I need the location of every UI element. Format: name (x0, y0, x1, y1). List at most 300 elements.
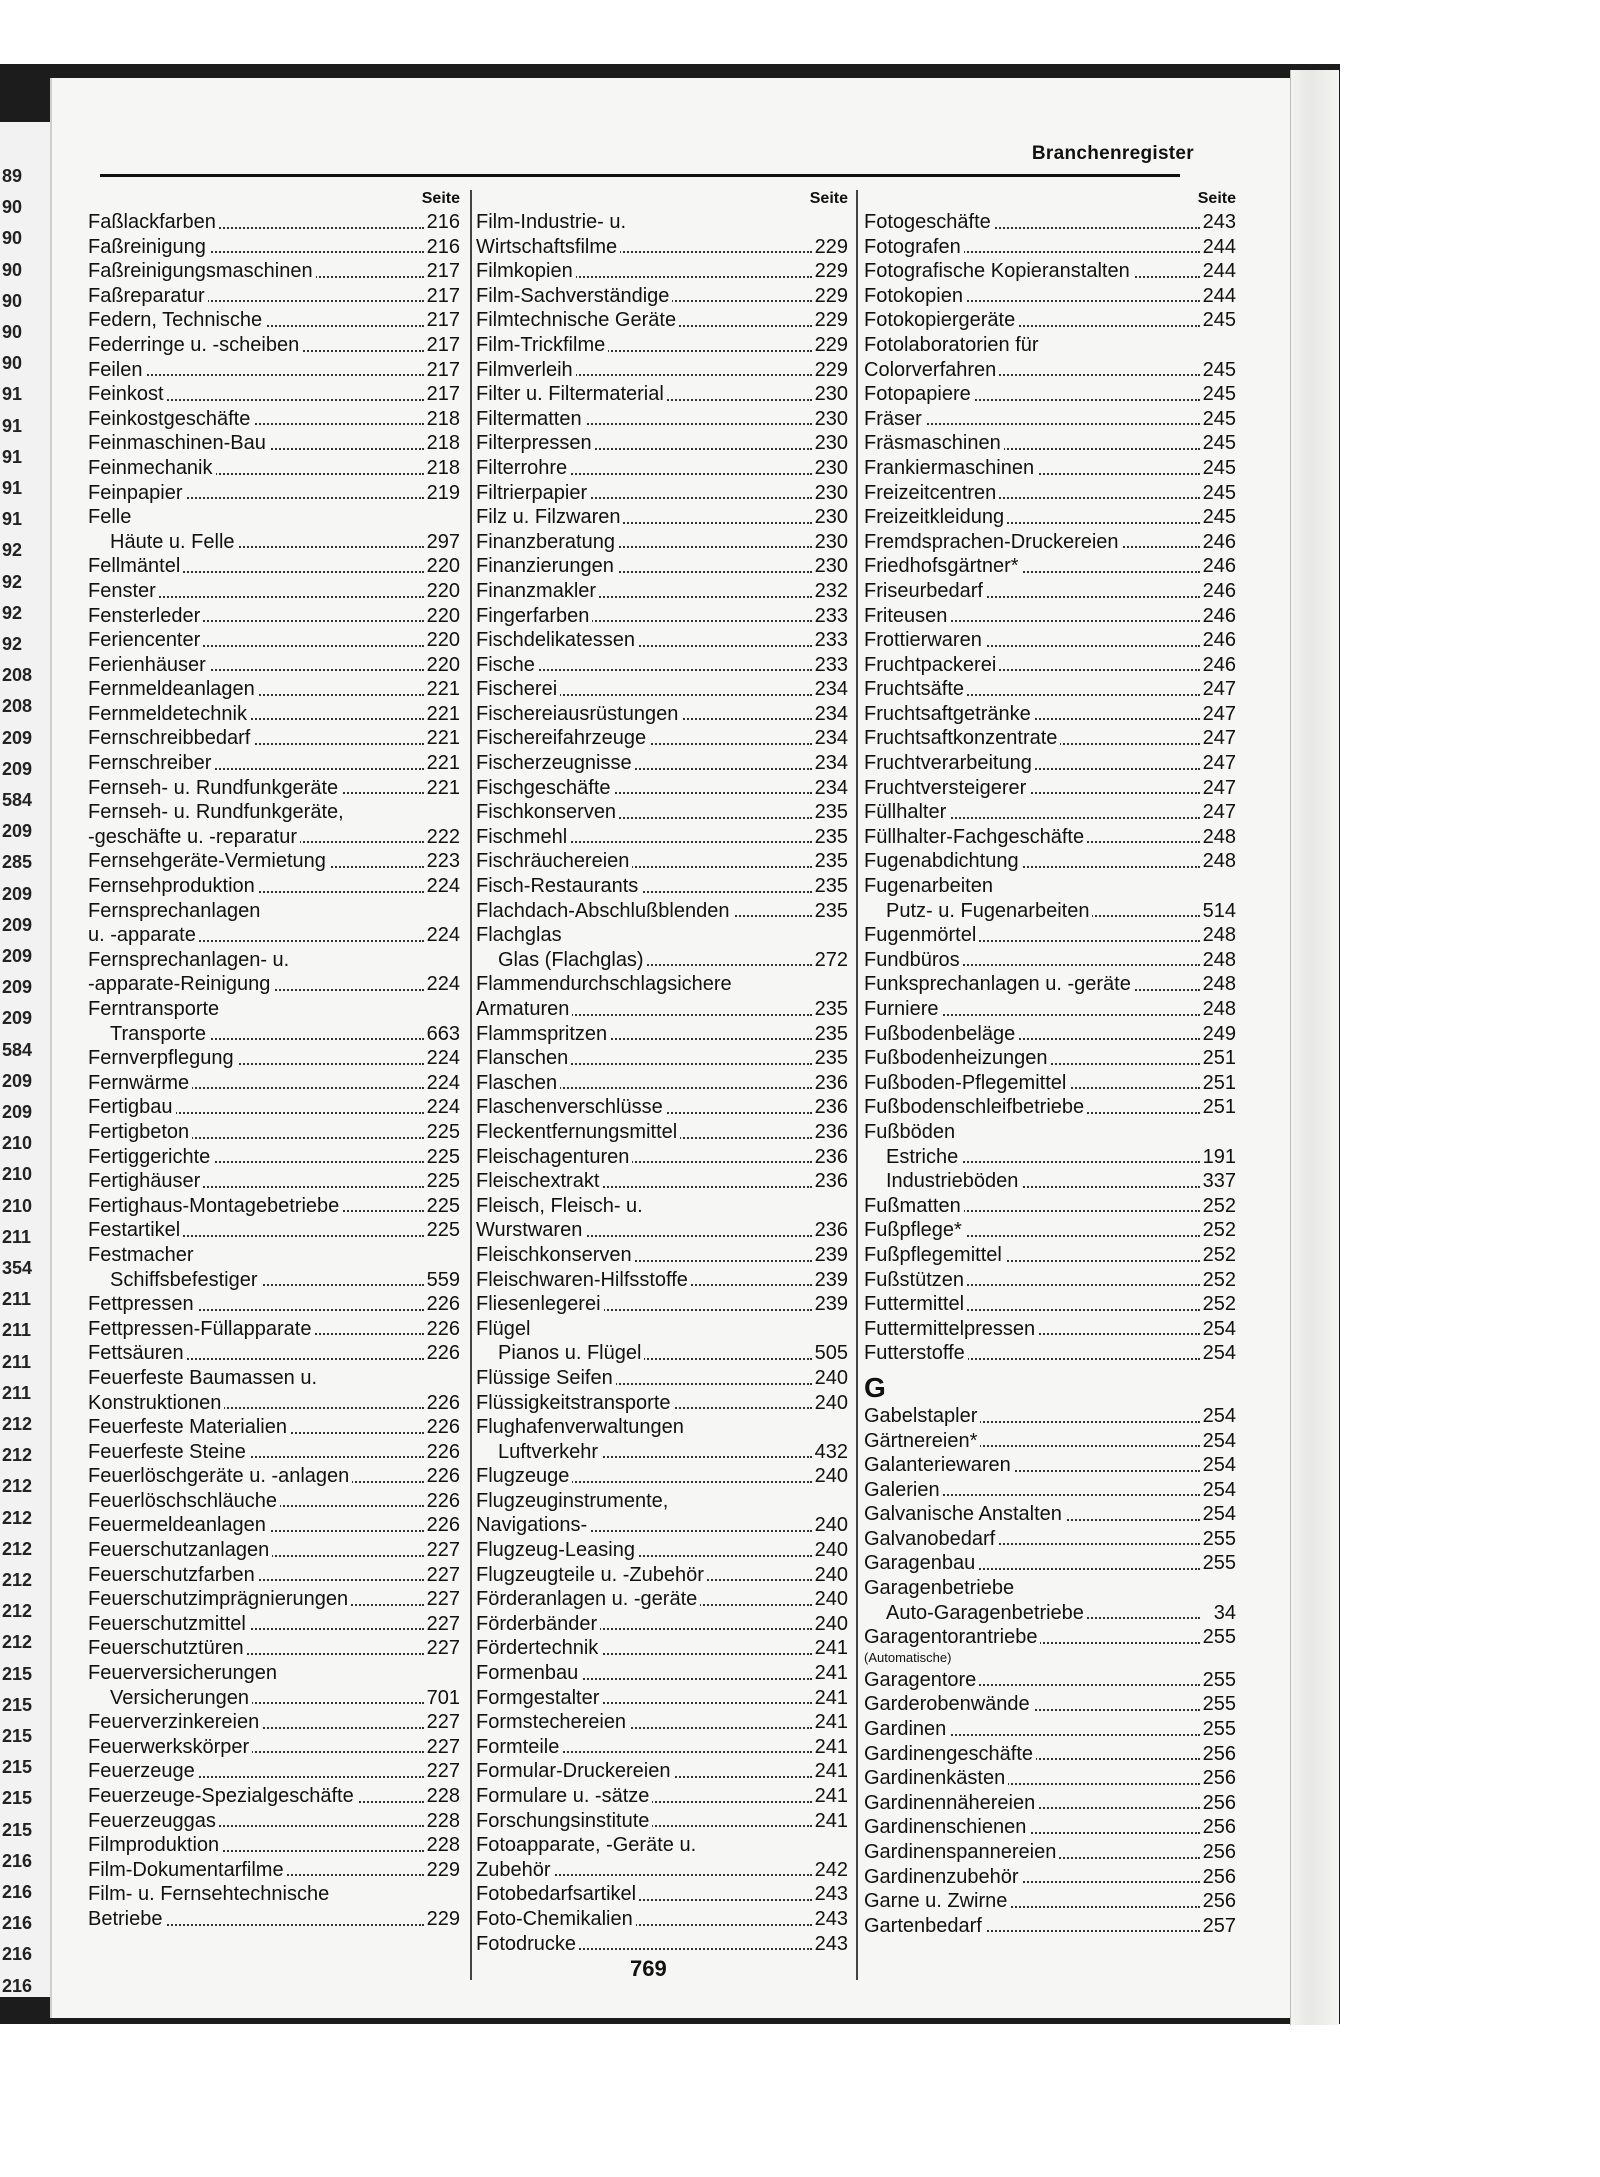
entry-page-number: 252 (1200, 1268, 1236, 1293)
previous-page-number: 285 (2, 852, 33, 873)
index-entry (88, 505, 460, 530)
index-entry (88, 1415, 460, 1440)
entry-page-number: 216 (424, 235, 460, 260)
entry-term: Fruchtpackerei (864, 654, 999, 676)
entry-term: Flaschenverschlüsse (476, 1096, 666, 1118)
index-entry (864, 1268, 1236, 1293)
register-page (50, 78, 1314, 2018)
entry-term: Gardinengeschäfte (864, 1743, 1036, 1765)
entry-term: Gabelstapler (864, 1405, 980, 1427)
entry-page-number: 245 (1200, 407, 1236, 432)
entry-term: Foto-Chemikalien (476, 1908, 636, 1930)
entry-term: Fruchtsaftgetränke (864, 703, 1034, 725)
index-entry (88, 1366, 460, 1391)
entry-page-number: 255 (1200, 1668, 1236, 1693)
previous-page-number: 209 (2, 1102, 33, 1122)
entry-term: Feilen (88, 359, 145, 381)
entry-page-number: 252 (1200, 1292, 1236, 1317)
index-entry (476, 1194, 848, 1219)
entry-page-number: 220 (424, 628, 460, 653)
index-entry (864, 1145, 1236, 1170)
entry-term: Fettpressen (88, 1293, 197, 1315)
entry-term: Fernschreiber (88, 752, 214, 774)
index-entry (476, 1759, 848, 1784)
column-header: Seite (421, 190, 460, 207)
previous-page-number: 89 (2, 166, 23, 186)
index-entry (88, 431, 460, 456)
entry-term: Fernsehgeräte-Vermietung (88, 850, 329, 872)
entry-term: Feuerzeuggas (88, 1810, 219, 1832)
entry-term: Film-Trickfilme (476, 334, 608, 356)
index-entry (864, 653, 1236, 678)
entry-page-number: 256 (1200, 1742, 1236, 1767)
previous-page-number: 212 (2, 1632, 33, 1653)
entry-page-number: 222 (424, 825, 460, 850)
entry-term: Fußstützen (864, 1269, 967, 1291)
entry-term: Feriencenter (88, 629, 203, 651)
index-entry (476, 407, 848, 432)
entry-page-number: 227 (424, 1563, 460, 1588)
entry-page-number: 230 (812, 554, 848, 579)
entry-term: Flaschen (476, 1072, 560, 1094)
entry-page-number: 235 (812, 800, 848, 825)
index-entry (864, 1576, 1236, 1601)
entry-term: Faßlackfarben (88, 211, 219, 233)
previous-page-number: 215 (2, 1788, 33, 1809)
entry-term: Fellmäntel (88, 555, 183, 577)
entry-term: Fugenmörtel (864, 924, 979, 946)
entry-term: Feuerfeste Materialien (88, 1416, 290, 1438)
index-entry (864, 358, 1236, 383)
entry-page-number: 236 (812, 1169, 848, 1194)
previous-page-number: 209 (2, 883, 33, 904)
entry-page-number: 244 (1200, 259, 1236, 284)
index-entry (88, 1710, 460, 1735)
index-entry (476, 1587, 848, 1612)
index-entry (864, 628, 1236, 653)
entry-page-number: 255 (1200, 1551, 1236, 1576)
index-entry (88, 1243, 460, 1268)
entry-page-number: 229 (812, 259, 848, 284)
previous-page-number: 209 (2, 727, 33, 748)
index-entry (476, 1095, 848, 1120)
index-entry (476, 604, 848, 629)
previous-page-number: 215 (2, 1663, 33, 1684)
index-entry (88, 1882, 460, 1907)
entry-page-number: 254 (1200, 1478, 1236, 1503)
previous-page-number: 91 (2, 446, 23, 467)
index-entry (864, 235, 1236, 260)
index-entry (864, 1717, 1236, 1742)
previous-page-number: 211 (2, 1382, 32, 1403)
index-entry (864, 1865, 1236, 1890)
entry-term: Fernmeldeanlagen (88, 678, 258, 700)
entry-term: Felle (88, 506, 134, 528)
entry-term: Förderbänder (476, 1613, 600, 1635)
entry-term: Filtrierpapier (476, 482, 590, 504)
entry-page-number: 247 (1200, 726, 1236, 751)
entry-term: Festartikel (88, 1219, 183, 1241)
entry-page-number: 228 (424, 1784, 460, 1809)
entry-term: Fußbodenheizungen (864, 1047, 1050, 1069)
entry-page-number: 226 (424, 1489, 460, 1514)
entry-term: Fertiggerichte (88, 1146, 213, 1168)
index-entry (864, 554, 1236, 579)
entry-page-number: 243 (812, 1907, 848, 1932)
entry-term: Formteile (476, 1736, 562, 1758)
index-entry (864, 431, 1236, 456)
entry-page-number: 234 (812, 751, 848, 776)
previous-page-number: 212 (2, 1570, 33, 1590)
entry-page-number: 248 (1200, 972, 1236, 997)
index-entry (864, 481, 1236, 506)
index-entry (476, 628, 848, 653)
entry-page-number: 224 (424, 972, 460, 997)
index-entry (864, 776, 1236, 801)
entry-term: -apparate-Reinigung (88, 973, 273, 995)
entry-page-number: 226 (424, 1464, 460, 1489)
index-entry (476, 1268, 848, 1293)
index-entry (88, 1022, 460, 1047)
entry-term: Fotokopiergeräte (864, 309, 1018, 331)
entry-page-number: 234 (812, 677, 848, 702)
entry-page-number: 225 (424, 1169, 460, 1194)
entry-page-number: 230 (812, 456, 848, 481)
entry-term: Fördertechnik (476, 1637, 601, 1659)
entry-term: Filmkopien (476, 260, 576, 282)
index-entry (88, 1809, 460, 1834)
entry-term: Film-Sachverständige (476, 285, 672, 307)
index-entry (476, 505, 848, 530)
entry-page-number: 247 (1200, 800, 1236, 825)
entry-page-number: 240 (812, 1587, 848, 1612)
entry-term: Fisch-Restaurants (476, 875, 641, 897)
entry-term: Glas (Flachglas) (476, 949, 647, 971)
entry-term: Schiffsbefestiger (88, 1269, 261, 1291)
entry-page-number: 230 (812, 431, 848, 456)
entry-page-number: 256 (1200, 1791, 1236, 1816)
entry-term: Formenbau (476, 1662, 581, 1684)
entry-page-number: 255 (1200, 1717, 1236, 1742)
entry-term: Fettpressen-Füllapparate (88, 1318, 314, 1340)
entry-page-number: 221 (424, 702, 460, 727)
entry-term: Filz u. Filzwaren (476, 506, 623, 528)
previous-page-number: 211 (2, 1226, 32, 1247)
previous-page-number: 212 (2, 1538, 33, 1559)
entry-page-number: 224 (424, 1046, 460, 1071)
index-entry (88, 1391, 460, 1416)
entry-page-number: 221 (424, 751, 460, 776)
entry-page-number: 236 (812, 1095, 848, 1120)
previous-page-number: 90 (2, 322, 23, 342)
index-entry (476, 874, 848, 899)
index-entry (88, 1440, 460, 1465)
entry-term: Filterpressen (476, 432, 595, 454)
entry-term: Feuerschutzmittel (88, 1613, 249, 1635)
index-entry (476, 726, 848, 751)
entry-page-number: 244 (1200, 235, 1236, 260)
entry-term: Fleischkonserven (476, 1244, 635, 1266)
index-entry (476, 1292, 848, 1317)
index-entry (476, 259, 848, 284)
entry-term: Fischkonserven (476, 801, 619, 823)
previous-page-number: 209 (2, 914, 33, 935)
index-entry (88, 1907, 460, 1932)
index-entry (864, 1625, 1236, 1650)
index-entry (864, 825, 1236, 850)
index-entry (476, 1833, 848, 1858)
entry-term: Gardinenschienen (864, 1816, 1029, 1838)
entry-term: Feuerfeste Steine (88, 1441, 249, 1463)
index-entry (88, 1268, 460, 1293)
index-entry (476, 456, 848, 481)
index-entry (88, 1513, 460, 1538)
entry-page-number: 247 (1200, 677, 1236, 702)
entry-term: Füllhalter (864, 801, 949, 823)
entry-page-number: 241 (812, 1636, 848, 1661)
index-entry (476, 1489, 848, 1514)
index-entry (864, 1292, 1236, 1317)
entry-page-number: 254 (1200, 1429, 1236, 1454)
index-entry (88, 1145, 460, 1170)
index-entry (88, 776, 460, 801)
previous-page-number: 92 (2, 602, 23, 623)
index-entry (88, 726, 460, 751)
index-entry (864, 604, 1236, 629)
entry-term: Feinpapier (88, 482, 186, 504)
entry-page-number: 220 (424, 604, 460, 629)
entry-term: Freizeitkleidung (864, 506, 1007, 528)
entry-term: Navigations- (476, 1514, 590, 1536)
entry-term: Fotolaboratorien für (864, 334, 1042, 356)
entry-term: Formulare u. -sätze (476, 1785, 652, 1807)
entry-page-number: 256 (1200, 1766, 1236, 1791)
previous-page-number: 92 (2, 540, 23, 561)
previous-page-number: 209 (2, 1070, 33, 1091)
index-entry (88, 1759, 460, 1784)
entry-term: (Automatische) (864, 1650, 954, 1665)
entry-term: Feuerschutzanlagen (88, 1539, 272, 1561)
entry-page-number: 221 (424, 776, 460, 801)
index-entry (476, 1882, 848, 1907)
entry-page-number: 246 (1200, 653, 1236, 678)
index-entry (864, 579, 1236, 604)
index-entry (88, 751, 460, 776)
entry-term: Fertigbeton (88, 1121, 192, 1143)
index-entry (864, 751, 1236, 776)
index-entry (864, 874, 1236, 899)
index-entry (476, 899, 848, 924)
entry-term: u. -apparate (88, 924, 199, 946)
index-entry (476, 972, 848, 997)
entry-page-number: 559 (424, 1268, 460, 1293)
entry-page-number: 235 (812, 1046, 848, 1071)
previous-page-number: 210 (2, 1195, 33, 1216)
index-entry (88, 1538, 460, 1563)
index-entry (88, 1735, 460, 1760)
entry-term: Finanzierungen (476, 555, 617, 577)
index-entry (476, 1907, 848, 1932)
index-entry (864, 1341, 1236, 1366)
entry-page-number: 248 (1200, 948, 1236, 973)
entry-page-number: 243 (812, 1932, 848, 1957)
entry-page-number: 245 (1200, 505, 1236, 530)
entry-page-number: 239 (812, 1268, 848, 1293)
index-entry (476, 1071, 848, 1096)
entry-term: Flammendurchschlagsichere (476, 973, 735, 995)
entry-term: Fischerei (476, 678, 560, 700)
entry-term: Fischerzeugnisse (476, 752, 635, 774)
entry-term: Fruchtversteigerer (864, 777, 1029, 799)
index-entry (88, 579, 460, 604)
entry-term: Gardinenspannereien (864, 1841, 1059, 1863)
index-entry (864, 1071, 1236, 1096)
index-entry (864, 1692, 1236, 1717)
entry-term: Fotografen (864, 236, 964, 258)
entry-term: Feinmechanik (88, 457, 216, 479)
entry-term: Friteusen (864, 605, 950, 627)
index-entry (864, 1169, 1236, 1194)
index-entry (864, 899, 1236, 924)
entry-term: Feinmaschinen-Bau (88, 432, 269, 454)
index-entry (88, 1218, 460, 1243)
entry-page-number: 227 (424, 1612, 460, 1637)
index-entry (864, 1429, 1236, 1454)
entry-page-number: 220 (424, 554, 460, 579)
entry-term: Fischereiausrüstungen (476, 703, 681, 725)
previous-page-number: 354 (2, 1258, 33, 1278)
entry-page-number: 255 (1200, 1692, 1236, 1717)
entry-page-number: 223 (424, 849, 460, 874)
entry-page-number: 242 (812, 1858, 848, 1883)
entry-page-number: 235 (812, 849, 848, 874)
entry-term: Film-Industrie- u. (476, 211, 629, 233)
entry-page-number: 243 (1200, 210, 1236, 235)
index-entry (476, 308, 848, 333)
entry-page-number: 247 (1200, 751, 1236, 776)
previous-page-number: 90 (2, 290, 23, 311)
entry-term: Flachdach-Abschlußblenden (476, 900, 733, 922)
entry-page-number: 218 (424, 407, 460, 432)
entry-term: Futtermittel (864, 1293, 967, 1315)
entry-term: Fußmatten (864, 1195, 964, 1217)
entry-page-number: 256 (1200, 1865, 1236, 1890)
index-entry (88, 849, 460, 874)
previous-page-number: 91 (2, 509, 23, 530)
entry-term: Feuerverzinkereien (88, 1711, 262, 1733)
entry-term: Fotografische Kopieranstalten (864, 260, 1133, 282)
entry-page-number: 217 (424, 259, 460, 284)
index-entry (476, 530, 848, 555)
entry-term: Festmacher (88, 1244, 197, 1266)
index-entry (864, 1095, 1236, 1120)
entry-term: Flughafenverwaltungen (476, 1416, 687, 1438)
entry-term: Fernseh- u. Rundfunkgeräte (88, 777, 341, 799)
index-entry (88, 530, 460, 555)
entry-term: Flanschen (476, 1047, 571, 1069)
previous-page-number: 210 (2, 1164, 33, 1185)
entry-page-number: 233 (812, 653, 848, 678)
entry-list (88, 210, 460, 1932)
entry-term: Estriche (864, 1146, 961, 1168)
entry-term: Fußböden (864, 1121, 958, 1143)
entry-term: Gardinennähereien (864, 1792, 1038, 1814)
index-entry (864, 1046, 1236, 1071)
entry-page-number: 252 (1200, 1218, 1236, 1243)
entry-page-number: 246 (1200, 554, 1236, 579)
index-entry (864, 456, 1236, 481)
index-entry (88, 702, 460, 727)
entry-page-number: 220 (424, 579, 460, 604)
index-entry (476, 1735, 848, 1760)
entry-term: Förderanlagen u. -geräte (476, 1588, 700, 1610)
index-entry (88, 1489, 460, 1514)
index-entry (88, 1858, 460, 1883)
entry-page-number: 248 (1200, 825, 1236, 850)
index-entry (864, 284, 1236, 309)
previous-page-number: 215 (2, 1694, 33, 1715)
index-entry (864, 1120, 1236, 1145)
entry-term: Faßreparatur (88, 285, 208, 307)
index-entry (476, 1513, 848, 1538)
index-entry (864, 702, 1236, 727)
entry-page-number: 254 (1200, 1317, 1236, 1342)
index-entry (864, 382, 1236, 407)
index-entry (88, 1071, 460, 1096)
entry-term: Fremdsprachen-Druckereien (864, 531, 1122, 553)
entry-term: Wurstwaren (476, 1219, 585, 1241)
index-entry (88, 1563, 460, 1588)
index-column-3 (864, 188, 1236, 1938)
index-entry (88, 1120, 460, 1145)
entry-term: G (864, 1372, 889, 1403)
entry-page-number: 251 (1200, 1095, 1236, 1120)
entry-page-number: 239 (812, 1243, 848, 1268)
entry-page-number: 245 (1200, 308, 1236, 333)
entry-term: Fertigbau (88, 1096, 176, 1118)
entry-page-number: 272 (812, 948, 848, 973)
index-entry (476, 1120, 848, 1145)
entry-term: Armaturen (476, 998, 572, 1020)
previous-page-number: 216 (2, 1850, 33, 1871)
entry-page-number: 229 (812, 308, 848, 333)
index-entry (88, 284, 460, 309)
entry-page-number: 245 (1200, 431, 1236, 456)
entry-page-number: 229 (424, 1907, 460, 1932)
index-column-1 (88, 188, 460, 1932)
entry-list (476, 210, 848, 1956)
index-entry (476, 1858, 848, 1883)
entry-term: Colorverfahren (864, 359, 999, 381)
index-entry (88, 1317, 460, 1342)
entry-term: Fischereifahrzeuge (476, 727, 649, 749)
index-entry (864, 1914, 1236, 1939)
entry-term: Gardinenzubehör (864, 1866, 1022, 1888)
entry-page-number: 227 (424, 1759, 460, 1784)
entry-term: Formstechereien (476, 1711, 629, 1733)
index-entry (864, 1815, 1236, 1840)
header-rule (100, 174, 1180, 177)
entry-term: Fleischagenturen (476, 1146, 632, 1168)
entry-page-number: 236 (812, 1145, 848, 1170)
previous-page-number: 91 (2, 384, 23, 405)
index-entry (88, 800, 460, 825)
index-entry (476, 1784, 848, 1809)
entry-term: Feinkostgeschäfte (88, 408, 253, 430)
entry-term: Fernsprechanlagen- u. (88, 949, 292, 971)
entry-term: Fräser (864, 408, 925, 430)
index-entry (476, 554, 848, 579)
